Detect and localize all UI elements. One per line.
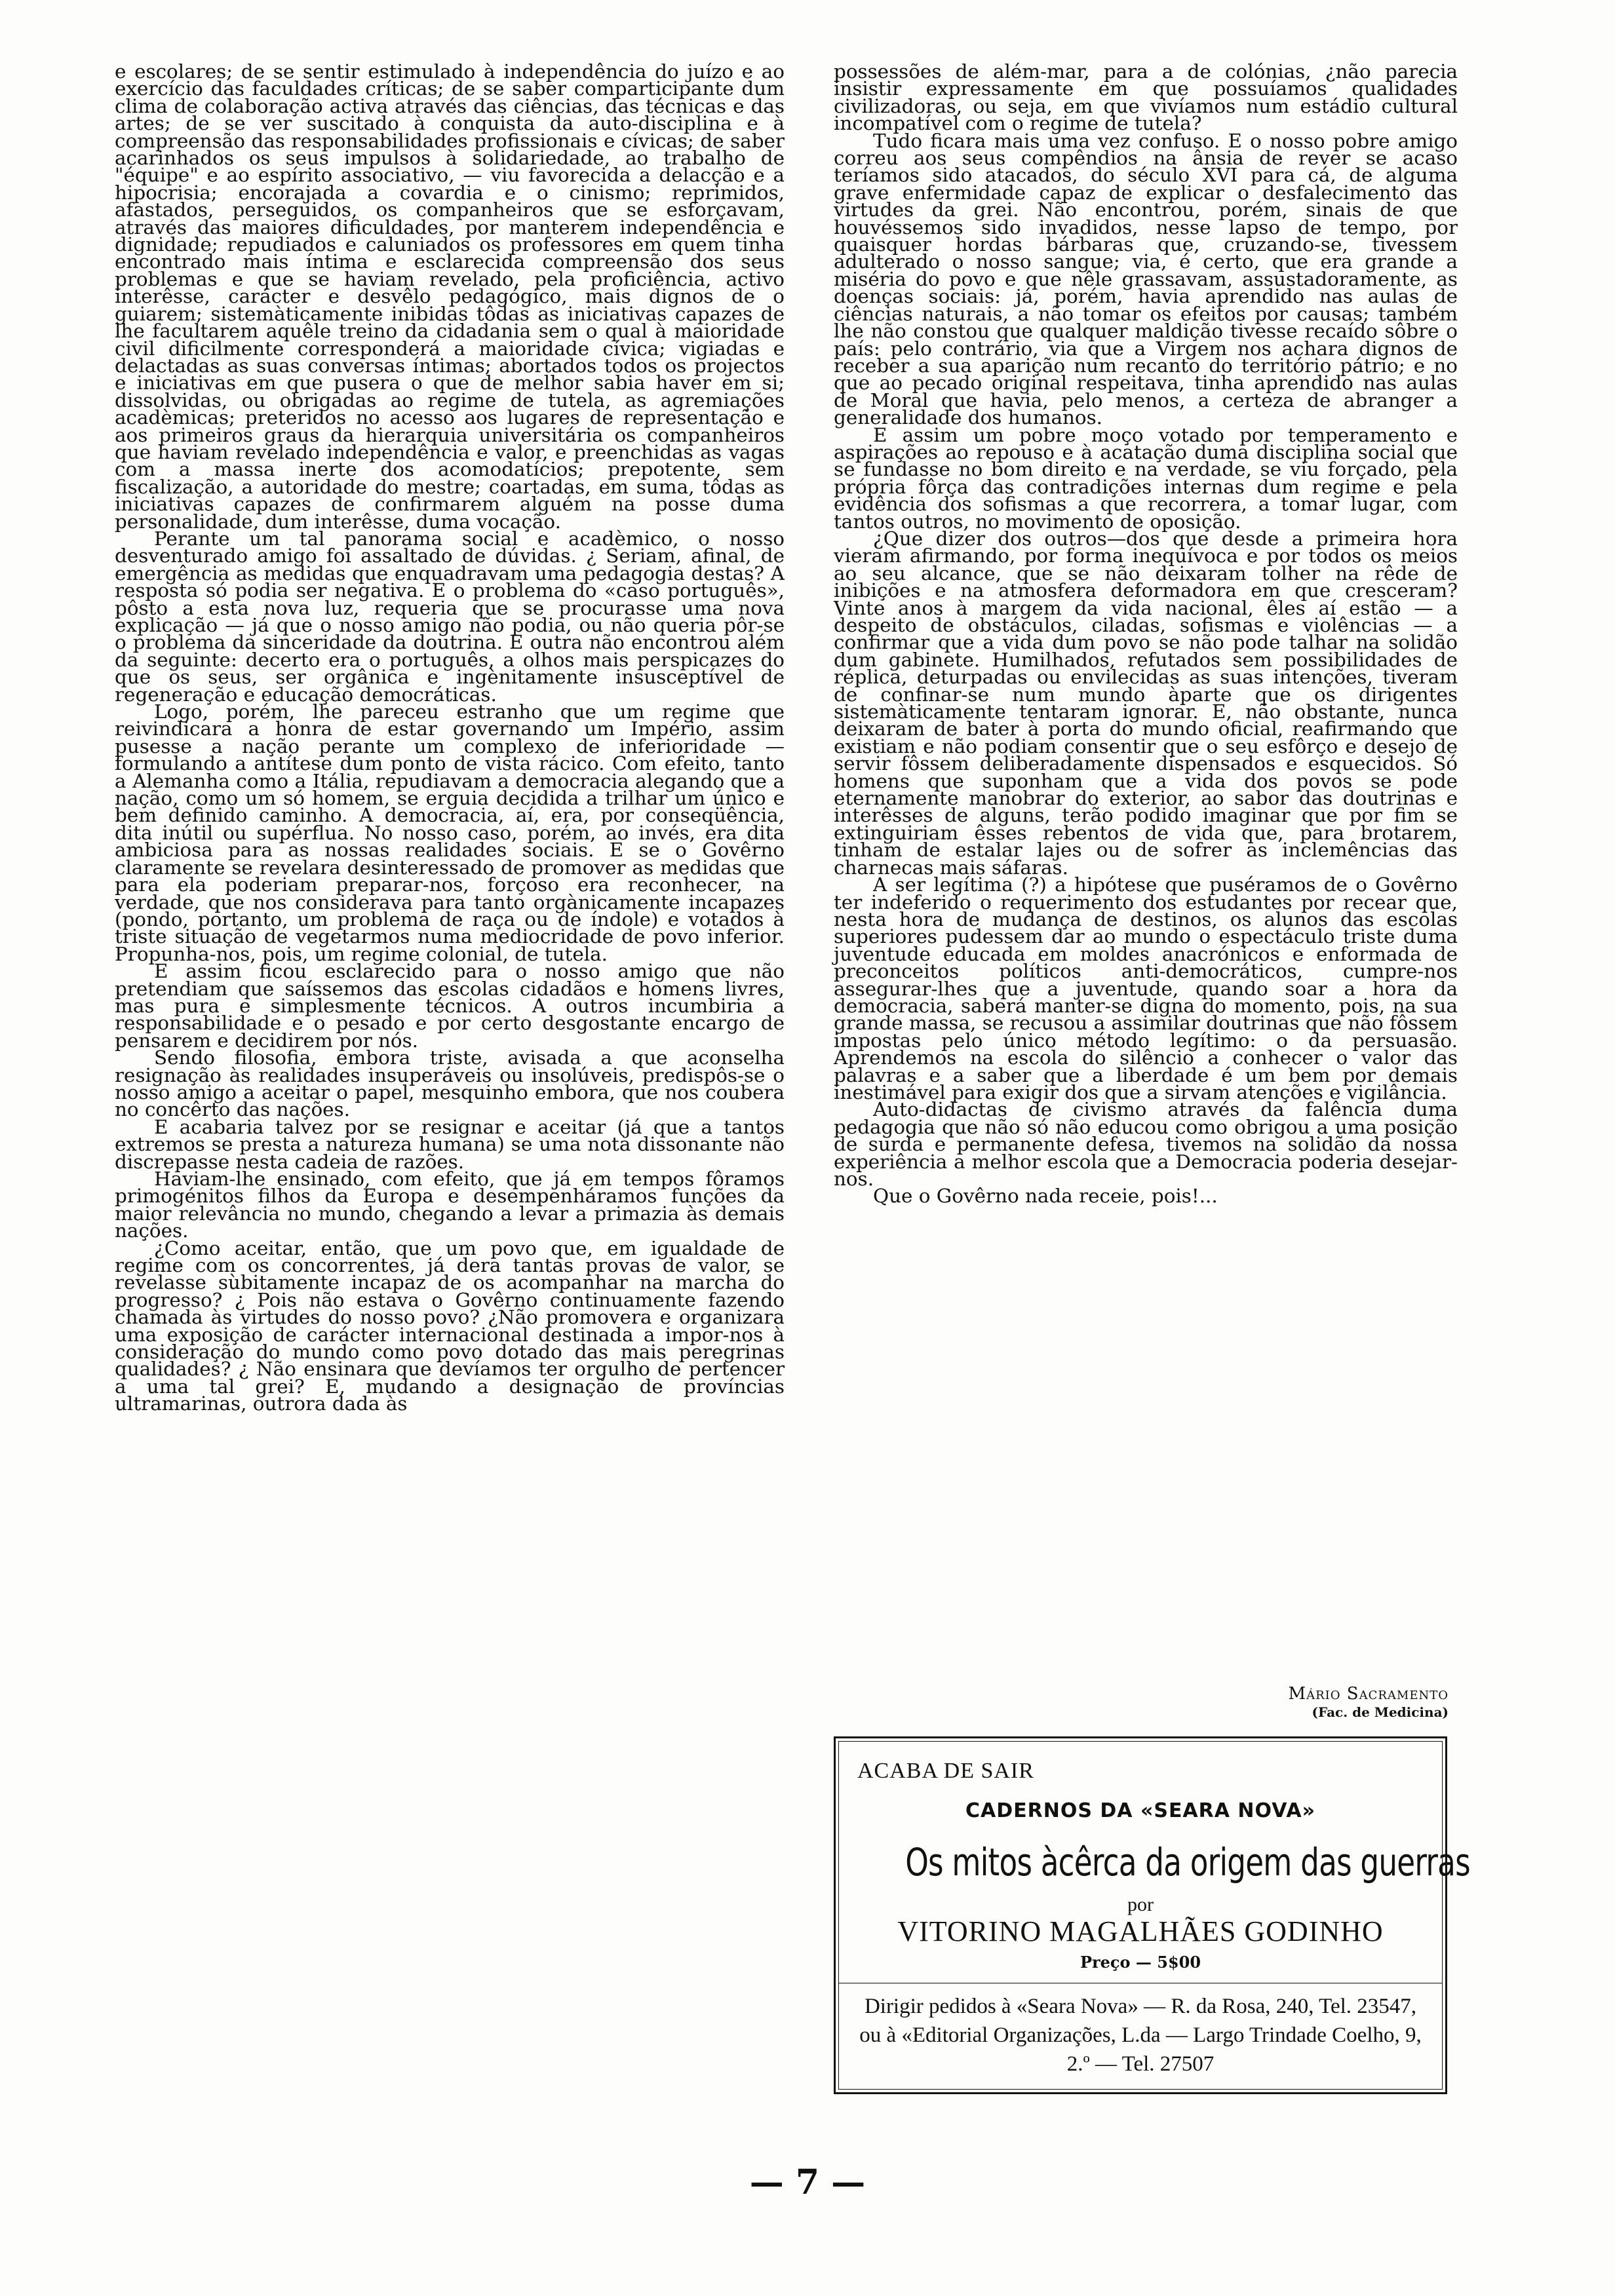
paragraph: E assim ficou esclarecido para o nosso amigo que não pretendiam que saíssemos das escolas cidadãos e homens livres, mas pura e simplesmente técnicos. A outros incumbiria a responsabilidade e o pesado e por certo desgostante encargo de pensarem e decidirem por nós. (115, 960, 785, 1052)
left-column (115, 60, 785, 1415)
ad-price: Preço — 5$00 (1080, 1953, 1201, 1972)
paragraph: Perante um tal panorama social e acadèmico, o nosso desventurado amigo foi assaltado de dúvidas. ¿ Seriam, afinal, de emergência as medidas que enquadravam uma pedagogia destas? A resposta só podia ser negativa. E o problema do «caso português», pôsto a esta nova luz, requeria que se procurasse uma nova explicação — já que o nosso amigo não podia, ou não queria pôr-se o problema da sinceridade da doutrina. E outra não encontrou além da seguinte: decerto era o português, a olhos mais perspicazes do que os seus, ser orgânica e ingènitamente insusceptível de regeneração e educação democráticas. (115, 527, 785, 706)
author-signature (834, 1684, 1449, 1721)
author-name: Mário Sacramento (1288, 1684, 1449, 1704)
paragraph: ¿Como aceitar, então, que um povo que, em igualdade de regime com os concorrentes, já dera tantas provas de valor, se revelasse sùbitamente incapaz de os acompanhar na marcha do progresso? ¿ Pois não estava o Govêrno continuamente fazendo chamada às virtudes do nosso povo? ¿Não promovera e organizara uma exposição de carácter internacional destinada a impor-nos à consideração do mundo como povo dotado das mais peregrinas qualidades? ¿ Não ensinara que devíamos ter orgulho de pertencer a uma tal grei? E, mudando a designação de províncias ultramarinas, outrora dada às (115, 1236, 785, 1415)
paragraph: possessões de além-mar, para a de colónias, ¿não parecia insistir expressamente em que possuíamos qualidades civilizadoras, ou seja, em que vivíamos num estádio cultural incompatível com o regime de tutela? (834, 60, 1458, 135)
ad-author: VITORINO MAGALHÃES GODINHO (897, 1915, 1384, 1947)
paragraph: e escolares; de se sentir estimulado à independência do juízo e ao exercício das faculdades críticas; de se saber comparticipante dum clima de colaboração activa através das ciências, das técnicas e das artes; de se ver suscitado à conquista da auto-disciplina e à compreensão das responsabilidades profissionais e cívicas; de saber acarinhados os seus impulsos à solidariedade, ao trabalho de "équipe" e ao espírito associativo, — viu favorecida a delacção e a hipocrisia; encorajada a covardia e o cinismo; reprimidos, afastados, perseguidos, os companheiros que se esforçavam, através das maiores dificuldades, por manterem independência e dignidade; repudiados e caluniados os professores em quem tinha encontrado mais íntima e esclarecida compreensão dos seus problemas e que se haviam revelado, pela proficiência, activo interêsse, carácter e desvêlo pedagógico, mais dignos de o guiarem; sistemàticamente inibidas tôdas as iniciativas capazes de lhe facultarem aquêle treino da cidadania sem o qual à maioridade civil dificilmente corresponderá a maioridade cívica; vigiadas e delactadas as suas conversas íntimas; abortados todos os projectos e iniciativas em que pusera o que de melhor sabia haver em si; dissolvidas, ou obrigadas ao regime de tutela, as agremiações acadèmicas; preteridos no acesso aos lugares de representação e aos primeiros graus da hierarquia universitária os companheiros que haviam revelado independência e valor, e preenchidas as vagas com a massa inerte dos acomodatícios; prepotente, sem fiscalização, a autoridade do mestre; coartadas, em suma, tôdas as iniciativas capazes de confirmarem alguém na posse duma personalidade, dum interêsse, duma vocação. (115, 60, 785, 533)
book-advertisement (834, 1736, 1470, 2094)
paragraph: ¿Que dizer dos outros—dos que desde a primeira hora vieram afirmando, por forma inequívoca e por todos os meios ao seu alcance, que se não deixaram tolher na rêde de inibições e na atmosfera deformadora em que cresceram? Vinte anos à margem da vida nacional, êles aí estão — a despeito de obstáculos, ciladas, sofismas e violências — a confirmar que a vida dum povo se não pode talhar na solidão dum gabinete. Humilhados, refutados sem possibilidades de réplica, deturpadas ou envilecidas as suas intenções, tiveram de confinar-se num mundo àparte que os dirigentes sistemàticamente tentaram ignorar. E, não obstante, nunca deixaram de bater à porta do mundo oficial, reafirmando que existiam e não podiam consentir que o seu esfôrço e desejo de servir fôssem deliberadamente dispensados e esquecidos. Só homens que suponham que a vida dos povos se pode eternamente manobrar do exterior, ao sabor das doutrinas e interêsses de alguns, terão podido imaginar que por fim se extinguiriam êsses rebentos de vida que, para brotarem, tinham de estalar lajes ou de sofrer as inclemências das charnecas mais sáfaras. (834, 527, 1458, 879)
ad-order-info: Dirigir pedidos à «Seara Nova» — R. da Rosa, 240, Tel. 23547, ou à «Editorial Organizações, L.da — Largo Trindade Coelho, 9, 2.º — Tel. 27507 (859, 1995, 1422, 2076)
paragraph: Sendo filosofia, embora triste, avisada a que aconselha resignação às realidades insuperáveis ou insolúveis, predispôs-se o nosso amigo a aceitar o papel, mesquinho embora, que nos coubera no concêrto das nações. (115, 1046, 785, 1121)
ad-series: CADERNOS DA «SEARA NOVA» (965, 1799, 1315, 1822)
advertisement-inner-frame (838, 1741, 1470, 2090)
ad-heading: ACABA DE SAIR (857, 1759, 1034, 1783)
paragraph: Que o Govêrno nada receie, pois!... (873, 1185, 1218, 1208)
paragraph: Logo, porém, lhe pareceu estranho que um regime que reivindicara a honra de estar governando um Império, assim pusesse a nação perante um complexo de inferioridade — formulando a antítese dum ponto de vista rácico. Com efeito, tanto a Alemanha como a Itália, repudiavam a democracia alegando que a nação, como um só homem, se erguia decidida a trilhar um único e bem definido caminho. A democracia, aí, era, por conseqüência, dita inútil ou supérflua. No nosso caso, porém, ao invés, era dita ambiciosa para as nossas realidades sociais. E se o Govêrno claramente se revelara desinteressado de promover as medidas que para ela poderiam preparar-nos, forçoso era reconhecer, na verdade, que nos considerava para tanto orgànicamente incapazes (pondo, portanto, um problema de raça ou de índole) e votados à triste situação de vegetarmos numa mediocridade de povo inferior. Propunha-nos, pois, um regime colonial, de tutela. (115, 700, 785, 965)
paragraph: Tudo ficara mais uma vez confuso. E o nosso pobre amigo correu aos seus compêndios na ânsia de rever se acaso teríamos sido atacados, do século XVI para cá, de alguma grave enfermidade capaz de explicar o desfalecimento das virtudes da grei. Não encontrou, porém, sinais de que houvéssemos sido invadidos, nesse lapso de tempo, por quaisquer hordas bárbaras que, cruzando-se, tivessem adulterado o nosso sangue; via, é certo, que era grande a miséria do povo e que nêle grassavam, assustadoramente, as doenças sociais: já, porém, havia aprendido nas aulas de ciências naturais, a não tomar os efeitos por causas; também lhe não constou que qualquer maldição tivesse recaído sôbre o país: pelo contrário, via que a Virgem nos achara dignos de receber a sua aparição num recanto do território pátrio; e no que ao pecado original respeitava, tinha aprendido nas aulas de Moral que havia, pelo menos, a certeza de abranger a generalidade dos humanos. (834, 129, 1458, 429)
author-affiliation: (Fac. de Medicina) (1312, 1704, 1449, 1720)
paragraph: Haviam-lhe ensinado, com efeito, que já em tempos fôramos primogénitos filhos da Europa e desempenháramos funções da maior relevância no mundo, chegando a levar a primazia às demais nações. (115, 1168, 785, 1242)
ad-by: por (1127, 1894, 1154, 1915)
ad-book-title: Os mitos àcêrca da origem das guerras (905, 1840, 1470, 1885)
right-column (834, 60, 1458, 1208)
paragraph: Auto-didactas de civismo através da falência duma pedagogia que não só não educou como obrigou a uma posição de surda e permanente defesa, tivemos na solidão da nossa experiência a melhor escola que a Democracia poderia desejar-nos. (834, 1098, 1458, 1190)
paragraph: E assim um pobre moço votado por temperamento e aspirações ao repouso e à acatação duma disciplina social que se fundasse no bom direito e na verdade, se viu forçado, pela própria fôrça das contradições internas dum regime e pela evidência dos sofismas a que recorrera, a tomar lugar, com tantos outros, no movimento de oposição. (834, 423, 1458, 533)
page-number: — 7 — (749, 2162, 866, 2202)
paragraph: A ser legítima (?) a hipótese que puséramos de o Govêrno ter indeferido o requerimento dos estudantes por recear que, nesta hora de mudança de destinos, os alunos das escolas superiores pudessem dar ao mundo o espectáculo triste duma juventude educada em moldes anacrónicos e enformada de preconceitos políticos anti-democráticos, cumpre-nos assegurar-lhes que a juventude, quando soar a hora da democracia, saberá manter-se digna do momento, pois, na sua grande massa, se recusou a assimilar doutrinas que não fôssem impostas pelo único método legítimo: o da persuasão. Aprendemos na escola do silêncio a conhecer o valor das palavras e a saber que a liberdade é um bem por demais inestimável para exigir dos que a sirvam atenções e vigilância. (834, 873, 1458, 1103)
paragraph: E acabaria talvez por se resignar e aceitar (já que a tantos extremos se presta a natureza humana) se uma nota dissonante não discrepasse nesta cadeia de razões. (115, 1115, 785, 1173)
